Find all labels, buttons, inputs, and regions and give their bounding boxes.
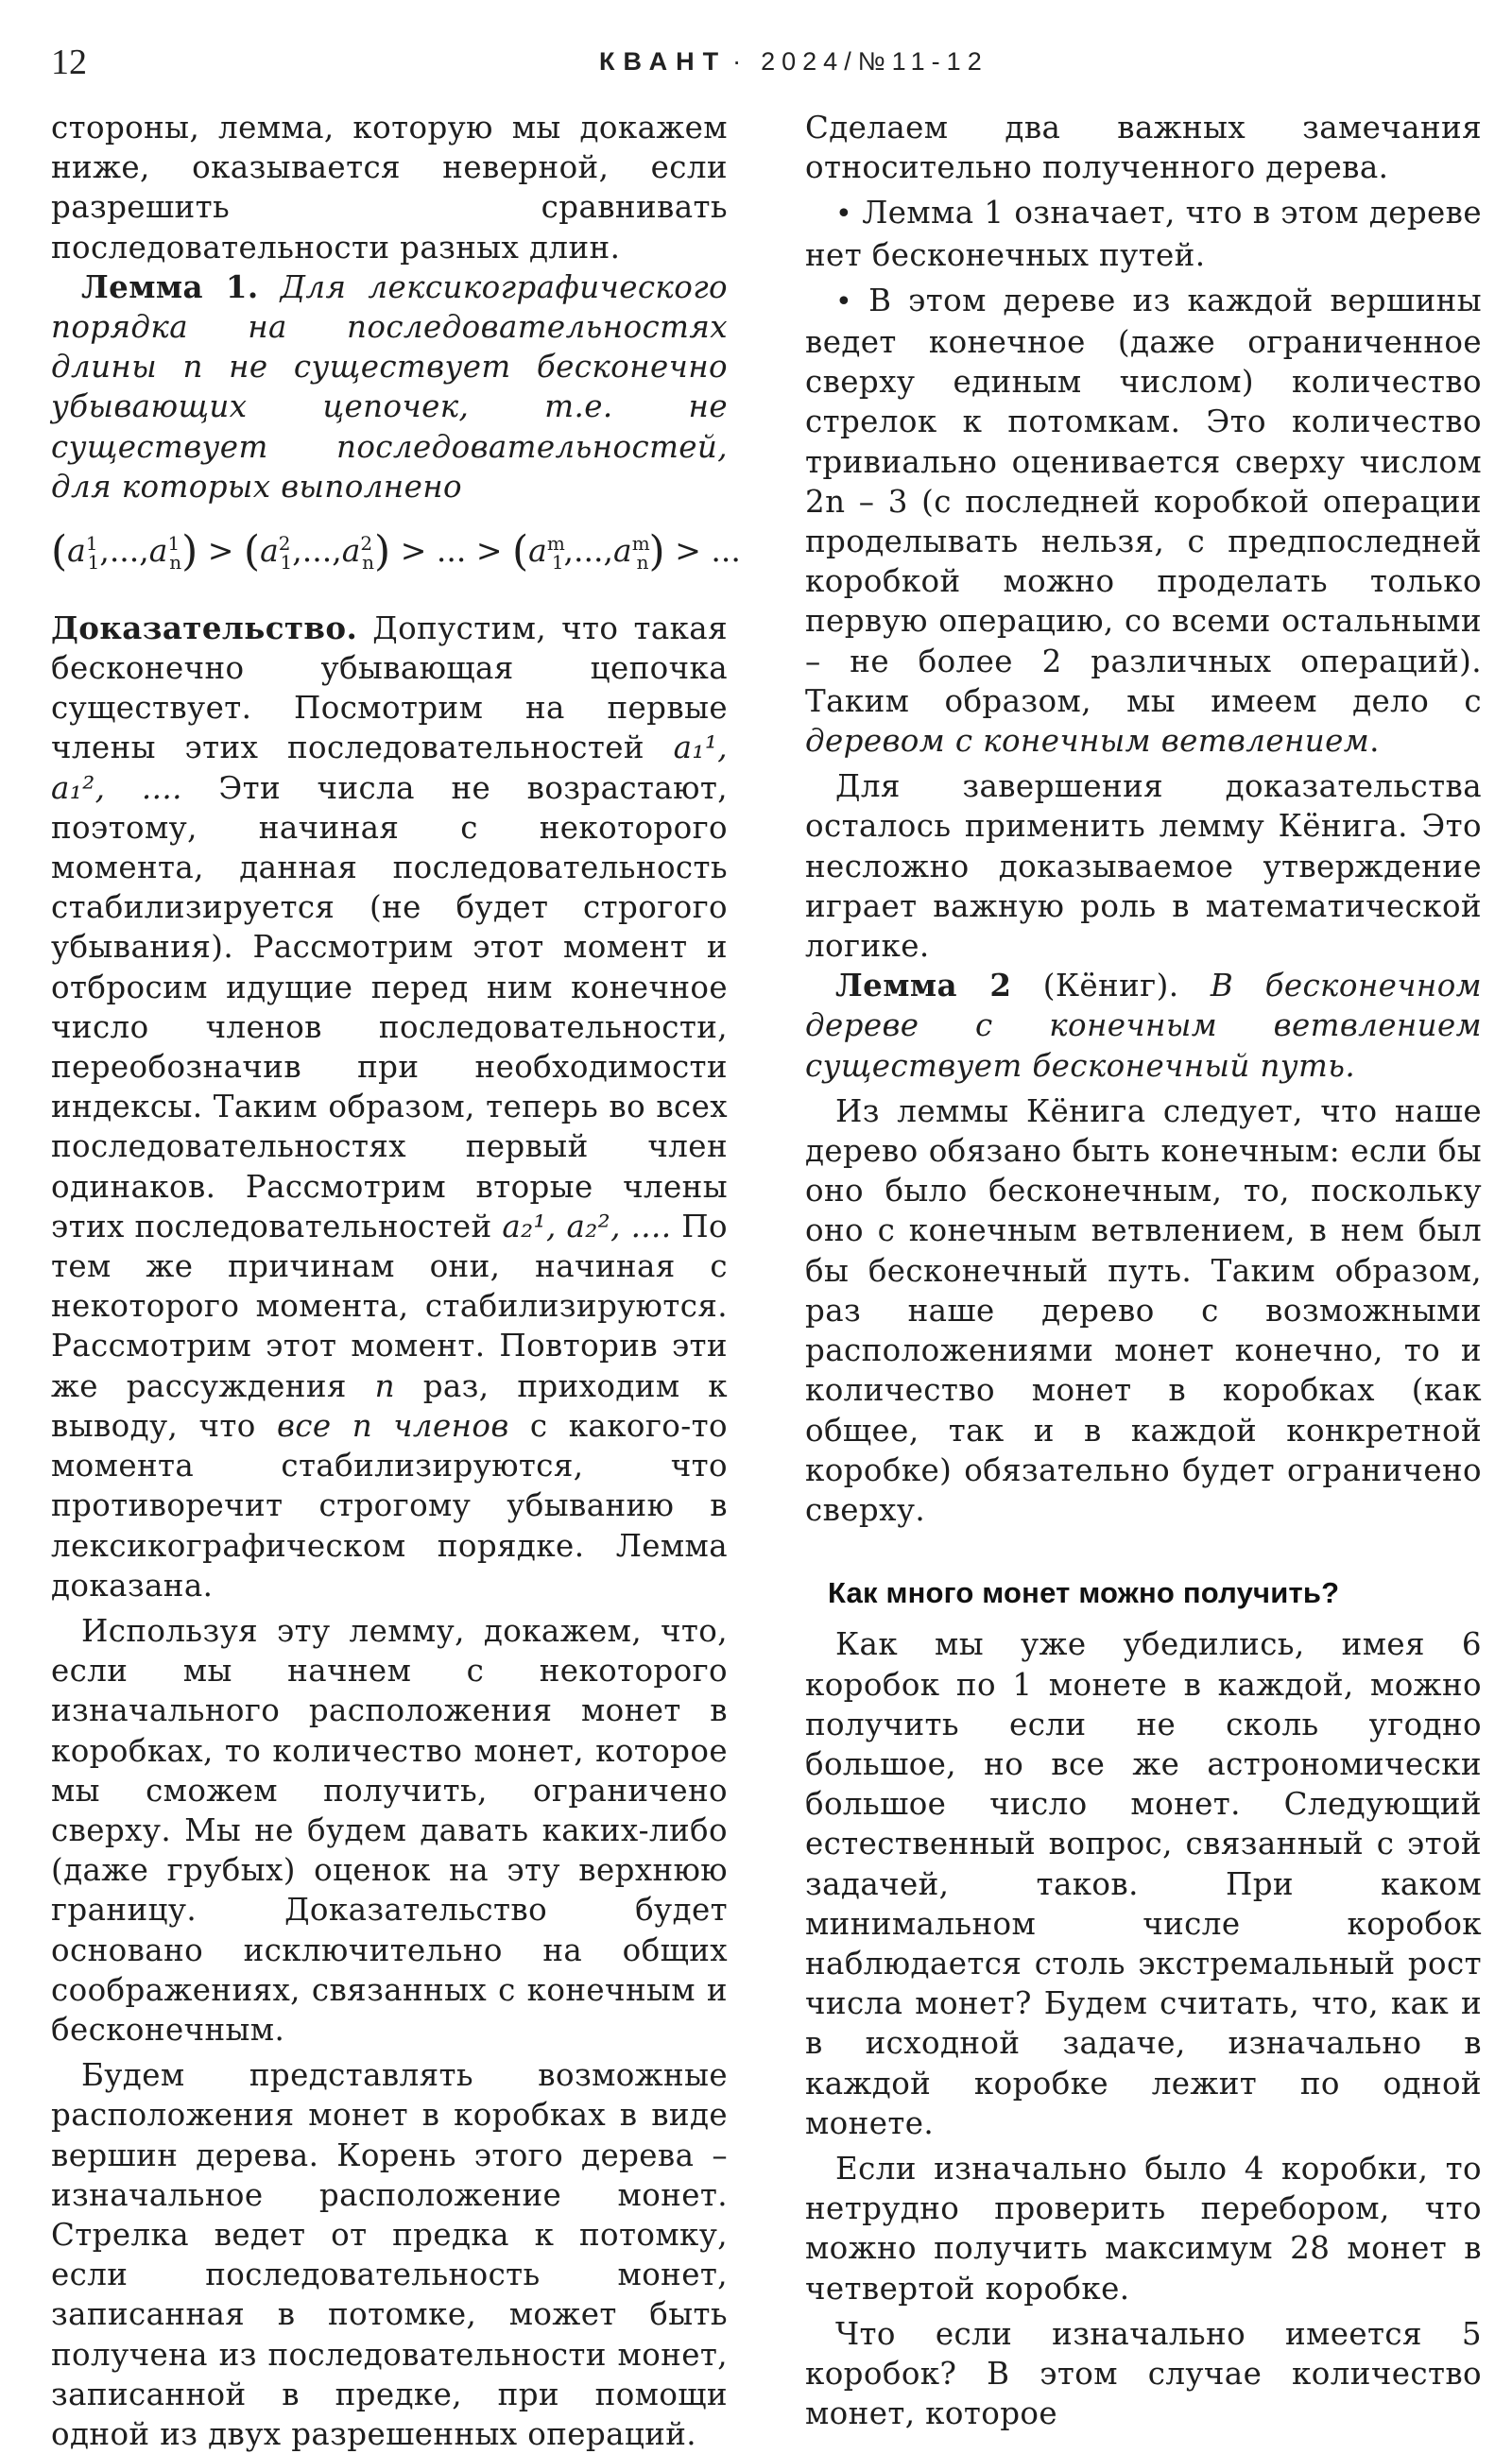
issue-number: 2024/№11-12	[761, 47, 988, 76]
paragraph: Используя эту лемму, докажем, что, если мы начнем с некоторого изначального расположения монет в коробках, то количество монет, которое мы сможем получить, ограничено сверху. Мы не будем давать каких-либо (даже грубых) оценок на эту верхнюю границу. Доказательство будет основано исключительно на общих соображениях, связанных с конечным и бесконечным.	[51, 1612, 728, 2048]
proof-label: Доказательство.	[51, 609, 358, 646]
running-head	[599, 47, 988, 77]
section-title: Как много монет можно получить?	[828, 1576, 1340, 1610]
lemma-2-label: Лемма 2	[835, 967, 1012, 1004]
lemma-1	[51, 267, 728, 506]
paragraph: Если изначально было 4 коробки, то нетрудно проверить перебором, что можно получить максимум 28 монет в четвертой коробке.	[805, 2150, 1482, 2307]
magazine-name: КВАНТ	[599, 47, 728, 76]
lemma-1-statement: Для лексикографического порядка на последовательностях длины n не существует бесконечно убывающих цепочек, т.е. не существует последовательностей, для которых выполнено	[51, 268, 729, 505]
sequence-second-terms: a₂¹, a₂², ....	[502, 1208, 672, 1244]
proof: Доказательство. Допустим, что такая бесконечно убывающая цепочка существует. Посмотрим на первые члены этих последовательностей a₁¹, a₁², .... Эти числа не возрастают, поэтому, начиная с некоторого момента, данная последовательность стабилизируется (не будет строгого убывания). Рассмотрим этот момент и отбросим идущие перед ним конечное число членов последовательности, переобозначив при необходимости индексы. Таким образом, теперь во всех последовательностях первый член одинаков. Рассмотрим вторые члены этих последовательностей a₂¹, a₂², .... По тем же причинам они, начиная с некоторого момента, стабилизируются. Рассмотрим этот момент. Повторив эти же рассуждения n раз, приходим к выводу, что все n членов с какого-то момента стабилизируются, что противоречит строгому убыванию в лексикографическом порядке. Лемма доказана.	[51, 609, 729, 1604]
paragraph: Сделаем два важных замечания относительно полученного дерева.	[805, 110, 1482, 186]
paragraph: Из леммы Кёнига следует, что наше дерево обязано быть конечным: если бы оно было бесконечным, то, поскольку оно с конечным ветвлением, в нем был бы бесконечный путь. Таким образом, раз наше дерево с возможными расположениями монет конечно, то и количество монет в коробках (как общее, так и в каждой конкретной коробке) обязательно будет ограничено сверху.	[805, 1092, 1482, 1528]
paragraph: Будем представлять возможные расположения монет в коробках в виде вершин дерева. Корень этого дерева – изначальное расположение монет. Стрелка ведет от предка к потомку, если последовательность монет, записанная в потомке, может быть получена из последовательности монет, записанной в предке, при помощи одной из двух разрешенных операций.	[51, 2057, 728, 2452]
paragraph: Как мы уже убедились, имея 6 коробок по 1 монете в каждой, можно получить если не сколь угодно большое, но все же астрономически большое число монет. Следующий естественный вопрос, связанный с этой задачей, таков. При каком минимальном числе коробок наблюдается столь экстремальный рост числа монет? Будем считать, что, как и в исходной задаче, изначально в каждой коробке лежит по одной монете.	[805, 1626, 1482, 2141]
page-number: 12	[51, 43, 87, 82]
right-column	[805, 108, 1482, 2433]
paragraph: Что если изначально имеется 5 коробок? В этом случае количество монет, которое	[805, 2315, 1482, 2432]
left-column	[51, 108, 741, 2454]
paragraph: стороны, лемма, которую мы докажем ниже, оказывается неверной, если разрешить сравнивать последовательности разных длин.	[51, 110, 728, 266]
page-header	[51, 42, 1469, 89]
header-separator: ·	[732, 47, 748, 76]
formula-chain: $(a^1_1,...,a^1_n) > (a^2_1,...,a^2_n)$ > ... > $(a^m_1,...,a^m_n)$ > ...	[51, 527, 741, 576]
lemma-2: Лемма 2 (Кёниг). В бесконечном дереве с конечным ветвлением существует бесконечный путь.	[805, 967, 1483, 1084]
lemma-1-label: Лемма 1.	[81, 267, 259, 305]
paragraph: Для завершения доказательства осталось применить лемму Кёнига. Это несложно доказываемое утверждение играет важную роль в математической логике.	[805, 768, 1482, 965]
remark-bullet: • Лемма 1 означает, что в этом дереве нет бесконечных путей.	[805, 193, 1482, 274]
remark-bullet: • В этом дереве из каждой вершины ведет конечное (даже ограниченное сверху единым числом) количество стрелок к потомкам. Это количество тривиально оценивается сверху числом 2n – 3 (с последней коробкой операции проделывать нельзя, с предпоследней коробкой можно проделать только первую операцию, со всеми остальными – не более 2 различных операций). Таким образом, мы имеем дело с деревом с конечным ветвлением.	[805, 281, 1482, 761]
lemma-2-statement: В бесконечном дереве с конечным ветвлением существует бесконечный путь.	[805, 968, 1483, 1084]
sequence-first-terms: a₁¹, a₁², ....	[51, 729, 728, 806]
